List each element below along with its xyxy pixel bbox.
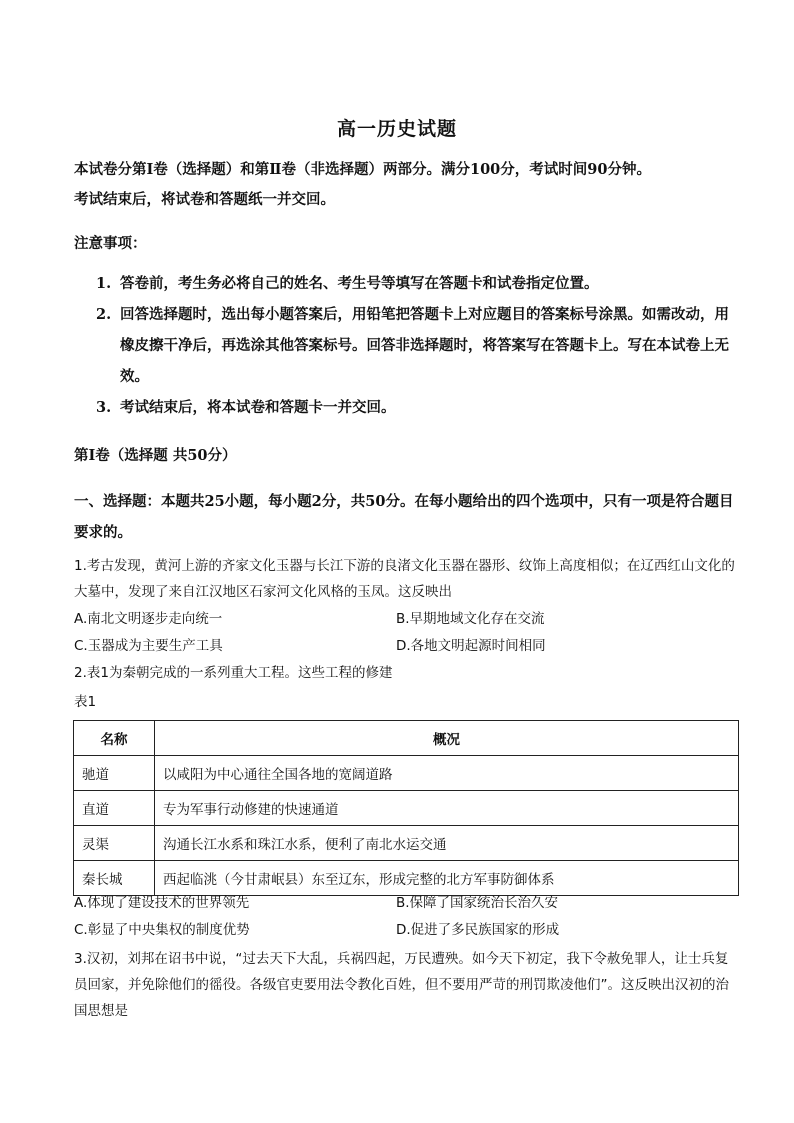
notice-text: 答卷前，考生务必将自己的姓名、考生号等填写在答题卡和试卷指定位置。 (120, 275, 599, 292)
intro-line-2: 考试结束后，将试卷和答题纸一并交回。 (74, 191, 335, 208)
table-row (74, 791, 739, 826)
question-stem: 2.表1为秦朝完成的一系列重大工程。这些工程的修建 (74, 665, 393, 681)
intro-line-1: 本试卷分第Ⅰ卷（选择题）和第Ⅱ卷（非选择题）两部分。满分100分，考试时间90分钟。 (74, 161, 651, 178)
table-caption: 表1 (74, 694, 97, 710)
table-cell: 沟通长江水系和珠江水系，便利了南北水运交通 (155, 826, 739, 861)
notice-number: 1. (96, 275, 112, 292)
option-row (74, 890, 738, 916)
option-d: D.促进了多民族国家的形成 (396, 922, 560, 938)
option-row (74, 633, 738, 659)
table-cell: 灵渠 (74, 826, 155, 861)
notice-text: 考试结束后，将本试卷和答题卡一并交回。 (120, 399, 396, 416)
notice-item (96, 299, 736, 392)
table-cell: 直道 (74, 791, 155, 826)
page-title: 高一历史试题 (336, 118, 457, 140)
table-cell: 西起临洮（今甘肃岷县）东至辽东，形成完整的北方军事防御体系 (155, 861, 739, 896)
option-a: A.体现了建设技术的世界领先 (74, 895, 250, 911)
question-stem: 1.考古发现，黄河上游的齐家文化玉器与长江下游的良渚文化玉器在器形、纹饰上高度相似；在辽西红山文化的大墓中，发现了来自江汉地区石家河文化风格的玉凤。这反映出 (74, 558, 735, 600)
option-b: B.早期地域文化存在交流 (396, 611, 545, 627)
table-row (74, 756, 739, 791)
option-c: C.彰显了中央集权的制度优势 (74, 922, 250, 938)
notice-number: 2. (96, 306, 112, 323)
notice-item (96, 392, 736, 423)
data-table (73, 720, 739, 896)
table-row (74, 826, 739, 861)
option-c: C.玉器成为主要生产工具 (74, 638, 223, 654)
option-row (74, 606, 738, 632)
question-stem: 3.汉初，刘邦在诏书中说，“过去天下大乱，兵祸四起，万民遭殃。如今天下初定，我下令赦免罪人，让士兵复员回家，并免除他们的徭役。各级官吏要用法令教化百姓，但不要用严苛的刑罚欺凌他们”。这反映出汉初的治国思想是 (74, 951, 729, 1019)
table-cell: 秦长城 (74, 861, 155, 896)
table-cell: 专为军事行动修建的快速通道 (155, 791, 739, 826)
notice-text: 回答选择题时，选出每小题答案后，用铅笔把答题卡上对应题目的答案标号涂黑。如需改动，用橡皮擦干净后，再选涂其他答案标号。回答非选择题时，将答案写在答题卡上。写在本试卷上无效。 (120, 306, 729, 385)
notice-item (96, 268, 736, 299)
column-header: 名称 (74, 721, 155, 756)
part-heading: 一、选择题：本题共25小题，每小题2分，共50分。在每小题给出的四个选项中，只有一项是符合题目要求的。 (74, 493, 734, 541)
column-header: 概况 (155, 721, 739, 756)
table-cell: 驰道 (74, 756, 155, 791)
notice-number: 3. (96, 399, 112, 416)
option-d: D.各地文明起源时间相同 (396, 638, 546, 654)
section-heading: 第Ⅰ卷（选择题 共50分） (74, 447, 237, 464)
option-b: B.保障了国家统治长治久安 (396, 895, 559, 911)
notice-heading: 注意事项： (74, 235, 147, 252)
notice-list (96, 268, 736, 423)
table-cell: 以咸阳为中心通往全国各地的宽阔道路 (155, 756, 739, 791)
table-header-row (74, 721, 739, 756)
option-a: A.南北文明逐步走向统一 (74, 611, 223, 627)
option-row (74, 917, 738, 943)
